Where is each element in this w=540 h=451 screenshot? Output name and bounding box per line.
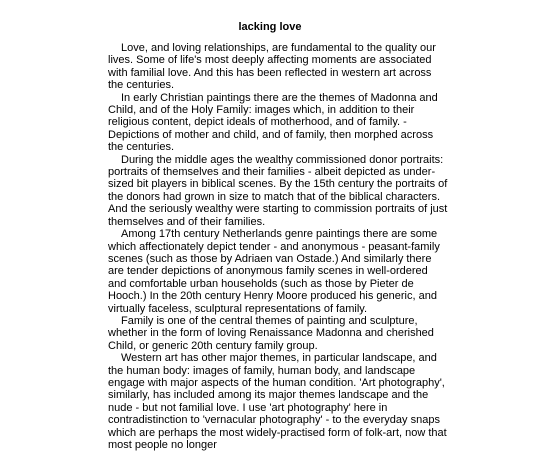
paragraph-6: Western art has other major themes, in particular landscape, and the human body: images of family, human body, and landscape engage with major aspects of the human condition. 'Art photography', similarly, has included among its major themes landscape and the nude - but not familial love. I use 'art photography' here in contradistinction to 'vernacular photography' - to the everyday snaps which are perhaps the most widely-practised form of folk-art, now that most people no longer bbox=[108, 352, 447, 451]
document-title: lacking love bbox=[238, 21, 302, 33]
paragraph-5: Family is one of the central themes of painting and sculpture, whether in the form of loving Renaissance Madonna and cherished Child, or generic 20th century family group. bbox=[108, 314, 434, 352]
paragraph-1: Love, and loving relationships, are fundamental to the quality our lives. Some of life's most deeply affecting moments are associated with familial love. And this has been reflected in western art across the centuries. bbox=[108, 42, 436, 92]
paragraph-4: Among 17th century Netherlands genre paintings there are some which affectionately depict tender - and anonymous - peasant-family scenes (such as those by Adriaen van Ostade.) And similarly there are tender depictions of anonymous family scenes in well-ordered and comfortable urban households (such as those by Pieter de Hooch.) In the 20th century Henry Moore produced his generic, and virtually faceless, sculptural representations of family. bbox=[108, 228, 440, 315]
document-body bbox=[108, 42, 448, 451]
paragraph-2: In early Christian paintings there are the themes of Madonna and Child, and of the Holy Family: images which, in addition to their religious content, depict ideals of motherhood, and of family. - Depictions of mother and child, and of family, then morphed across the centuries. bbox=[108, 91, 438, 154]
paragraph-3: During the middle ages the wealthy commissioned donor portraits: portraits of themselves and their families - albeit depicted as under-sized bit players in biblical scenes. By the 15th century the portraits of the donors had grown in size to match that of the biblical characters. And the seriously wealthy were starting to commission portraits of just themselves and of their families. bbox=[108, 153, 448, 228]
